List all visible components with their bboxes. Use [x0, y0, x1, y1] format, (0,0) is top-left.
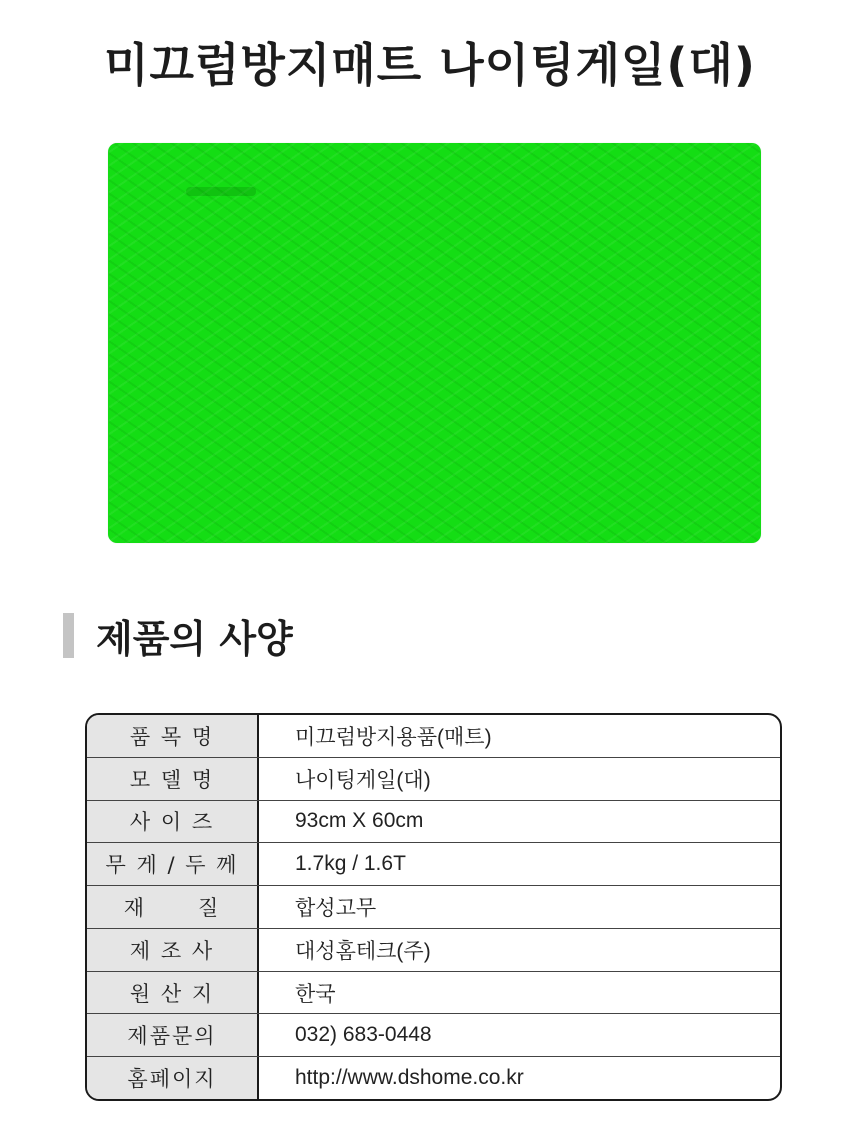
spec-value: 미끄럼방지용품(매트) — [295, 725, 492, 749]
spec-value: 합성고무 — [295, 897, 377, 921]
section-header — [63, 607, 293, 663]
spec-label: 원 산 지 — [87, 972, 259, 1014]
spec-row-size — [87, 801, 780, 844]
spec-row-manufacturer — [87, 929, 780, 972]
spec-label: 제품문의 — [87, 1014, 259, 1056]
page-title: 미끄럼방지매트 나이팅게일(대) — [104, 38, 756, 92]
spec-value: 93cm X 60cm — [295, 809, 424, 833]
spec-value: 나이팅게일(대) — [295, 768, 431, 792]
spec-row-item-name — [87, 715, 780, 758]
spec-label: 무 게 / 두 께 — [87, 843, 259, 885]
spec-value: 한국 — [295, 982, 336, 1006]
spec-value: 대성홈테크(주) — [295, 939, 431, 963]
spec-label: 재 질 — [87, 886, 259, 928]
spec-label: 모 델 명 — [87, 758, 259, 800]
spec-row-homepage — [87, 1057, 780, 1099]
spec-row-weight-thickness — [87, 843, 780, 886]
mat-logo-emboss — [186, 187, 256, 196]
spec-row-origin — [87, 972, 780, 1015]
spec-row-model — [87, 758, 780, 801]
spec-value: http://www.dshome.co.kr — [295, 1066, 524, 1090]
spec-label: 품 목 명 — [87, 715, 259, 757]
product-image-mat — [108, 143, 761, 543]
spec-row-material — [87, 886, 780, 929]
spec-label: 제 조 사 — [87, 929, 259, 971]
spec-label: 홈페이지 — [87, 1057, 259, 1099]
spec-table — [85, 713, 782, 1101]
section-title: 제품의 사양 — [96, 616, 293, 661]
spec-row-inquiry — [87, 1014, 780, 1057]
section-marker-bar — [63, 613, 74, 658]
spec-value: 032) 683-0448 — [295, 1023, 432, 1047]
spec-value: 1.7kg / 1.6T — [295, 852, 406, 876]
spec-label: 사 이 즈 — [87, 801, 259, 843]
